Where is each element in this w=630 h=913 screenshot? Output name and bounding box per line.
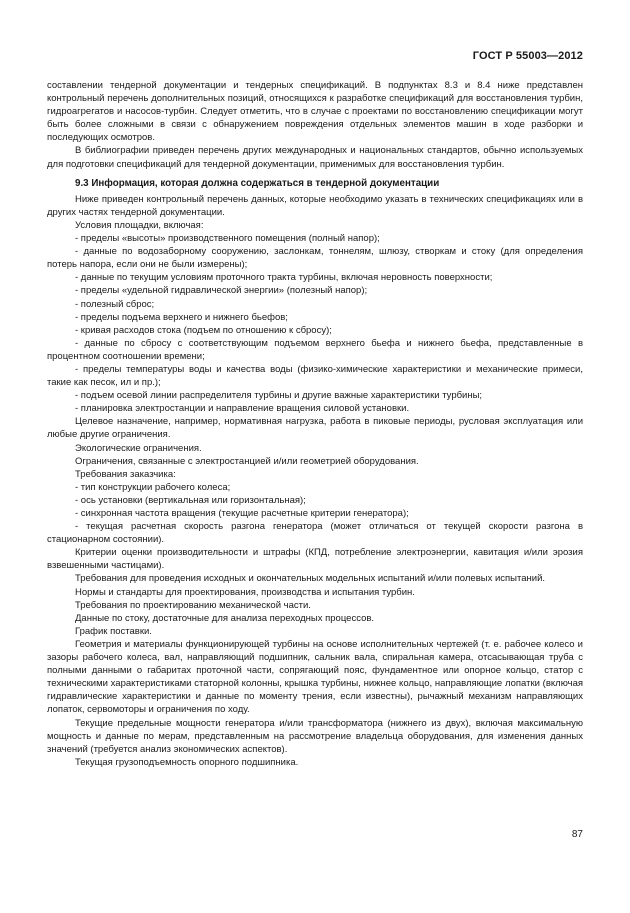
paragraph: График поставки. <box>75 625 152 637</box>
paragraph: Требования по проектированию механической части. <box>75 599 311 611</box>
paragraph: Текущие предельные мощности генератора и/или трансформатора (нижнего из двух), включая максимальную мощность и данные по мерам, представленным на рассмотрение владельца оборудования, для изменения данных значений (требуется анализ экономических аспектов). <box>47 717 583 755</box>
list-item: - планировка электростанции и направление вращения силовой установки. <box>75 403 410 415</box>
list-item: - ось установки (вертикальная или горизонтальная); <box>75 494 306 506</box>
paragraph: Ниже приведен контрольный перечень данных, которые необходимо указать в технических спецификациях или в других частях тендерной документации. <box>47 193 583 218</box>
list-item: - данные по водозаборному сооружению, заслонкам, тоннелям, шлюзу, створкам и стоку (для определения потерь напора, если они не были измерены); <box>47 246 583 271</box>
paragraph: Ограничения, связанные с электростанцией и/или геометрией оборудования. <box>75 455 419 467</box>
list-item: - кривая расходов стока (подъем по отношению к сбросу); <box>75 324 332 336</box>
paragraph: В библиографии приведен перечень других международных и национальных стандартов, обычно используемых для подготовки спецификаций для тендерной документации, применимых для восстановления турбин. <box>47 145 583 170</box>
list-item: - пределы температуры воды и качества воды (физико-химические характеристики и механические примеси, такие как песок, ил и пр.); <box>47 363 583 389</box>
page-number: 87 <box>571 829 583 840</box>
paragraph: Требования заказчика: <box>75 468 176 480</box>
paragraph: Текущая грузоподъемность опорного подшипника. <box>75 756 299 768</box>
paragraph: Данные по стоку, достаточные для анализа переходных процессов. <box>75 612 375 624</box>
document-body <box>47 79 583 769</box>
paragraph: Геометрия и материалы функционирующей турбины на основе исполнительных чертежей (т. е. рабочее колесо и зазоры рабочего колеса, вал, направляющий подшипник, сальник вала, спиральная камера, отсасывающая труба с полными данными о габаритах проточной части, сопрягающий пояс, фундаментное или опорное кольцо, статор с техническими характеристиками статорной колонны, крышка турбины, нижнее кольцо, направляющие лопатки (включая гидравлические характеристики и данные по моменту трения, если известны), рычажный механизм направляющих лопаток, сервомоторы и ограничения по ходу. <box>47 638 583 716</box>
paragraph: Условия площадки, включая: <box>75 219 204 231</box>
list-item: - подъем осевой линии распределителя турбины и другие важные характеристики турбины; <box>75 390 483 402</box>
list-item: - данные по сбросу с соответствующим подъемом верхнего бьефа и нижнего бьефа, представленные в процентном соотношении времени; <box>47 337 583 362</box>
list-item: - пределы «высоты» производственного помещения (полный напор); <box>75 233 380 245</box>
standard-designation: ГОСТ Р 55003—2012 <box>472 50 583 62</box>
section-heading: 9.3 Информация, которая должна содержаться в тендерной документации <box>75 177 440 189</box>
paragraph: Нормы и стандарты для проектирования, производства и испытания турбин. <box>75 586 415 598</box>
paragraph: составлении тендерной документации и тендерных спецификаций. В подпунктах 8.3 и 8.4 ниже представлен контрольный перечень дополнительных позиций, относящихся к разработке спецификаций для восстановления турбин, гидроагрегатов и насосов-турбин. Следует отметить, что в случае с проектами по восстановлению спецификации могут быть более сложными в связи с обнаружением повреждения отдельных элементов машин в ходе разборки и последующих осмотров. <box>47 80 583 144</box>
list-item: - пределы «удельной гидравлической энергии» (полезный напор); <box>75 285 368 297</box>
paragraph: Критерии оценки производительности и штрафы (КПД, потребление электроэнергии, кавитация и/или эрозия взвешенными частицами). <box>47 547 583 572</box>
list-item: - данные по текущим условиям проточного тракта турбины, включая неровность поверхности; <box>75 272 493 284</box>
paragraph: Целевое назначение, например, нормативная нагрузка, работа в пиковые периоды, русловая эксплуатация или любые другие ограничения. <box>47 416 583 441</box>
list-item: - текущая расчетная скорость разгона генератора (может отличаться от текущей скорости разгона в стационарном состоянии). <box>47 521 583 546</box>
list-item: - тип конструкции рабочего колеса; <box>75 481 231 493</box>
list-item: - синхронная частота вращения (текущие расчетные критерии генератора); <box>75 508 409 519</box>
list-item: - полезный сброс; <box>75 298 155 310</box>
list-item: - пределы подъема верхнего и нижнего бьефов; <box>75 311 288 323</box>
paragraph: Экологические ограничения. <box>75 442 202 454</box>
paragraph: Требования для проведения исходных и окончательных модельных испытаний и/или полевых испытаний. <box>75 573 546 585</box>
